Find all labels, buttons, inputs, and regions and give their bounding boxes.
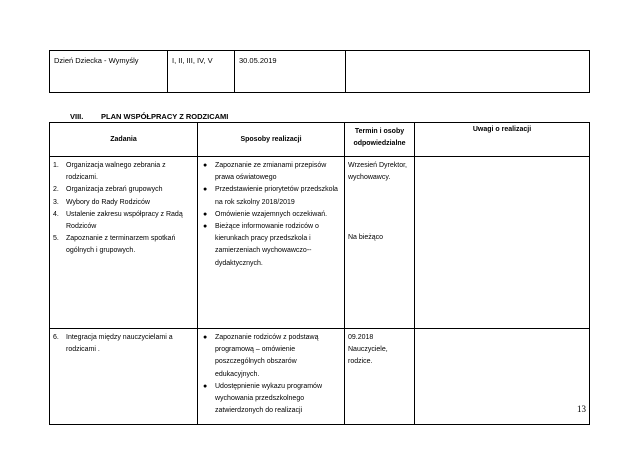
list-item: ● Bieżące informowanie rodziców o kierunkach pracy przedszkola i zamierzeniach wychowawczo--dydaktycznych.	[201, 221, 341, 270]
bullet-icon: ●	[203, 382, 208, 390]
bullet-icon: ●	[203, 223, 208, 231]
list-item: 6. Integracja między nauczycielami a rodzicami .	[53, 334, 173, 354]
page-number: 13	[577, 404, 586, 414]
deadline-ongoing: Na bieżąco	[348, 234, 384, 242]
list-item: ● Zapoznanie rodziców z podstawą programową – omówienie poszczególnych obszarów edukacyjnych.	[201, 332, 341, 381]
methods-cell	[198, 157, 345, 329]
header-deadline: Termin i osoby odpowiedzialne	[345, 123, 415, 157]
section-heading	[70, 112, 228, 121]
list-item: ● Omówienie wzajemnych oczekiwań.	[201, 209, 341, 221]
deadline-cell	[345, 329, 415, 425]
section-title: PLAN WSPÓŁPRACY Z RODZICAMI	[101, 112, 229, 121]
deadline-text: Wrzesień Dyrektor, wychowawcy.	[348, 162, 407, 182]
header-notes: Uwagi o realizacji	[415, 123, 590, 157]
cooperation-plan-table	[49, 122, 590, 425]
list-item: 3. Wybory do Rady Rodziców	[53, 198, 150, 206]
methods-list	[201, 160, 341, 270]
methods-cell	[198, 329, 345, 425]
header-row	[50, 123, 590, 157]
date-cell: 30.05.2019	[235, 51, 346, 93]
table-row	[50, 157, 590, 329]
deadline-text: 09.2018 Nauczyciele, rodzice.	[348, 334, 388, 366]
table-row	[50, 329, 590, 425]
methods-list	[201, 332, 341, 417]
bullet-icon: ●	[203, 162, 208, 169]
bullet-icon: ●	[203, 210, 208, 218]
tasks-cell	[50, 329, 198, 425]
tasks-list	[53, 332, 194, 356]
groups-cell: I, II, III, IV, V	[168, 51, 235, 93]
list-item: 2. Organizacja zebrań grupowych	[53, 186, 163, 194]
list-item: ● Udostępnienie wykazu programów wychowania przedszkolnego zatwierdzonych do realizacji	[201, 381, 341, 418]
list-item: ● Przedstawienie priorytetów przedszkola na rok szkolny 2018/2019	[201, 184, 341, 208]
event-name-cell: Dzień Dziecka - Wymyśly	[50, 51, 168, 93]
bullet-icon: ●	[203, 334, 208, 341]
tasks-cell	[50, 157, 198, 329]
header-tasks: Zadania	[50, 123, 198, 157]
list-item: ● Zapoznanie ze zmianami przepisów prawa oświatowego	[201, 160, 341, 184]
list-item: 4. Ustalenie zakresu współpracy z Radą Rodziców	[53, 210, 183, 231]
header-methods: Sposoby realizacji	[198, 123, 345, 157]
table-row	[50, 51, 590, 93]
notes-cell	[415, 157, 590, 329]
list-item: 1. Organizacja walnego zebrania z rodzicami.	[53, 162, 166, 182]
extra-cell	[346, 51, 590, 93]
bullet-icon: ●	[203, 186, 208, 194]
top-event-table	[49, 50, 590, 93]
deadline-cell	[345, 157, 415, 329]
list-item: 5. Zapoznanie z terminarzem spotkań ogólnych i grupowych.	[53, 235, 176, 255]
section-number: VIII.	[70, 112, 84, 121]
tasks-list	[53, 160, 194, 258]
notes-cell	[415, 329, 590, 425]
